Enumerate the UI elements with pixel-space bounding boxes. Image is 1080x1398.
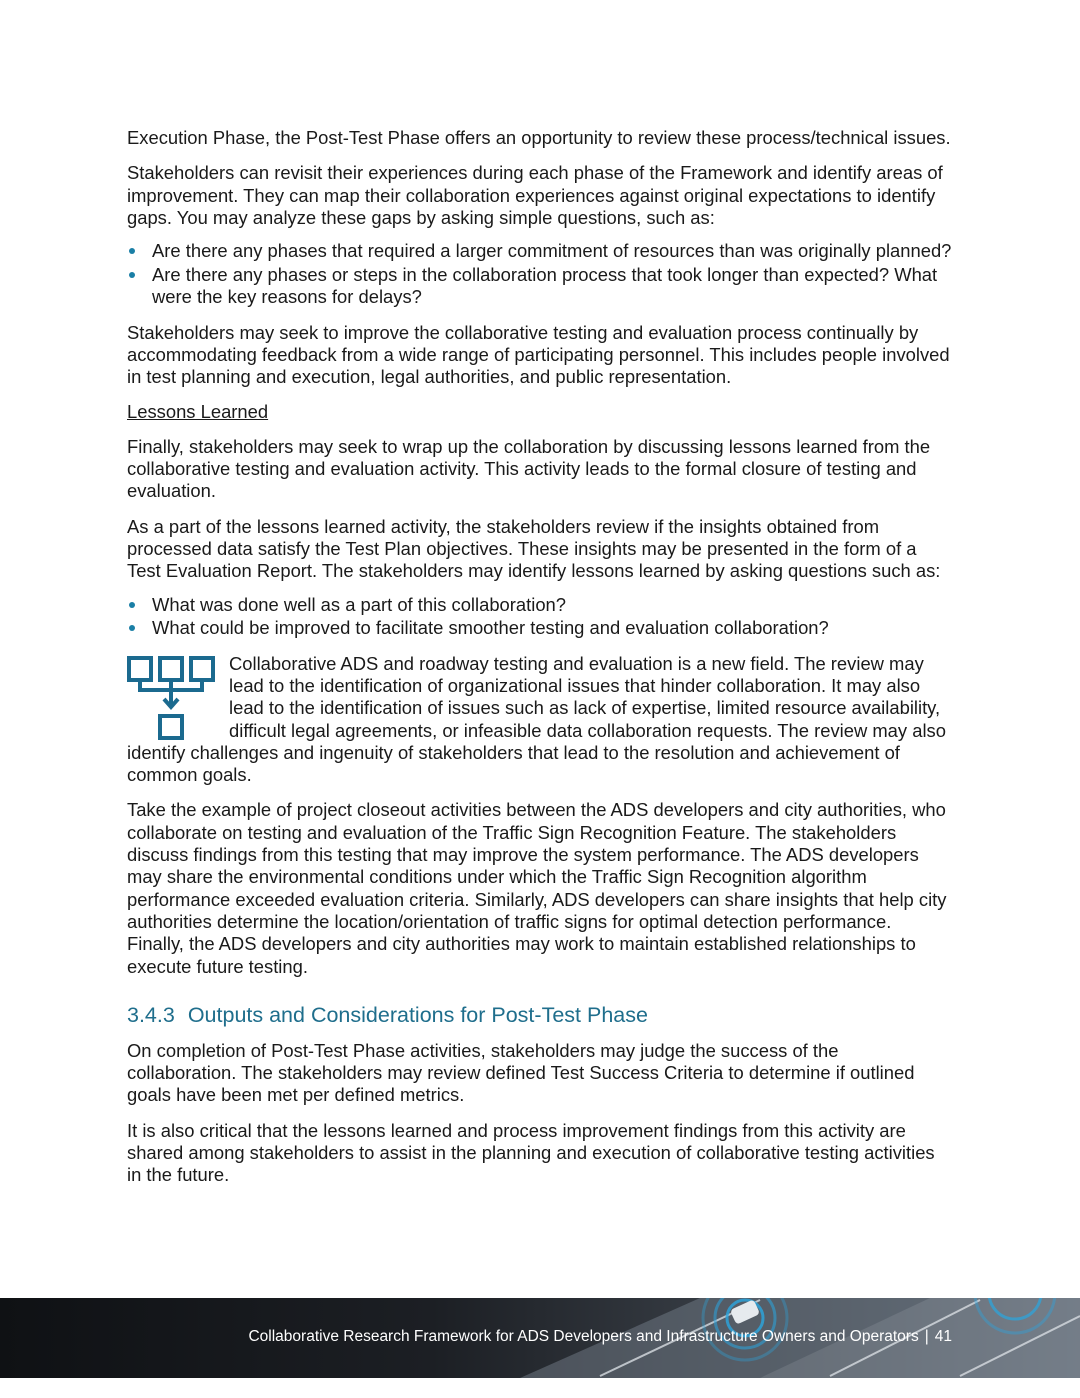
list-item-text: What could be improved to facilitate smoother testing and evaluation collaboration?	[152, 617, 829, 639]
bullet-icon	[129, 272, 135, 278]
list-item	[127, 594, 952, 616]
list-item	[127, 240, 952, 262]
footer-caption	[248, 1327, 952, 1347]
callout-box	[127, 653, 952, 787]
list-item-text: What was done well as a part of this collaboration?	[152, 593, 567, 615]
list-item	[127, 264, 952, 309]
section-title: Outputs and Considerations for Post-Test Phase	[187, 1002, 648, 1027]
list-item-text: Are there any phases that required a larger commitment of resources than was originally planned?	[152, 240, 952, 262]
footer-title: Collaborative Research Framework for ADS Developers and Infrastructure Owners and Operators	[248, 1328, 919, 1345]
subheading-lessons-learned: Lessons Learned	[127, 401, 269, 423]
footer-separator: |	[924, 1328, 929, 1345]
section-number: 3.4.3	[127, 1002, 175, 1027]
bullet-icon	[129, 625, 135, 631]
paragraph: As a part of the lessons learned activity, the stakeholders review if the insights obtained from processed data satisfy the Test Plan objectives. These insights may be presented in the form of a Test Evaluation Report. The stakeholders may identify lessons learned by asking questions such as:	[127, 515, 941, 582]
document-body	[127, 127, 952, 1187]
callout-text: Collaborative ADS and roadway testing and evaluation is a new field. The review may lead to the identification of organizational issues that hinder collaboration. It may also lead to the identification of issues such as lack of expertise, limited resource availability, difficult legal agreements, or infeasible data collaboration requests. The review may also identify challenges and ingenuity of stakeholders that lead to the resolution and achievement of common goals.	[127, 652, 946, 786]
bullet-icon	[129, 248, 135, 254]
page-footer	[0, 1298, 1080, 1378]
paragraph: Execution Phase, the Post-Test Phase offers an opportunity to review these process/technical issues.	[127, 127, 951, 148]
paragraph: Stakeholders may seek to improve the collaborative testing and evaluation process continually by accommodating feedback from a wide range of participating personnel. This includes people involved in test planning and execution, legal authorities, and public representation.	[127, 321, 950, 388]
section-heading	[127, 1002, 952, 1028]
page-number: 41	[934, 1328, 952, 1345]
paragraph: Take the example of project closeout activities between the ADS developers and city authorities, who collaborate on testing and evaluation of the Traffic Sign Recognition Feature. The stakeholders discuss findings from this testing that may improve the system performance. The ADS developers may share the environmental conditions under which the Traffic Sign Recognition algorithm performance exceeded evaluation criteria. Similarly, ADS developers can share insights that help city authorities determine the location/orientation of traffic signs for optimal detection performance. Finally, the ADS developers and city authorities may work to maintain established relationships to execute future testing.	[127, 799, 947, 977]
paragraph: Stakeholders can revisit their experiences during each phase of the Framework and identify areas of improvement. They can map their collaboration experiences against original expectations to identify gaps. You may analyze these gaps by asking simple questions, such as:	[127, 162, 943, 228]
list-item-text: Are there any phases or steps in the collaboration process that took longer than expected? What were the key reasons for delays?	[152, 263, 938, 308]
process-flow-icon	[127, 654, 217, 740]
paragraph: On completion of Post-Test Phase activities, stakeholders may judge the success of the collaboration. The stakeholders may review defined Test Success Criteria to determine if outlined goals have been met per defined metrics.	[127, 1039, 915, 1106]
bullet-list	[127, 240, 952, 308]
list-item	[127, 617, 952, 639]
bullet-list	[127, 594, 952, 640]
paragraph: Finally, stakeholders may seek to wrap up the collaboration by discussing lessons learned from the collaborative testing and evaluation activity. This activity leads to the formal closure of testing and evaluation.	[127, 435, 931, 502]
paragraph: It is also critical that the lessons learned and process improvement findings from this activity are shared among stakeholders to assist in the planning and execution of collaborative testing activities in the future.	[127, 1119, 935, 1186]
bullet-icon	[129, 602, 135, 608]
